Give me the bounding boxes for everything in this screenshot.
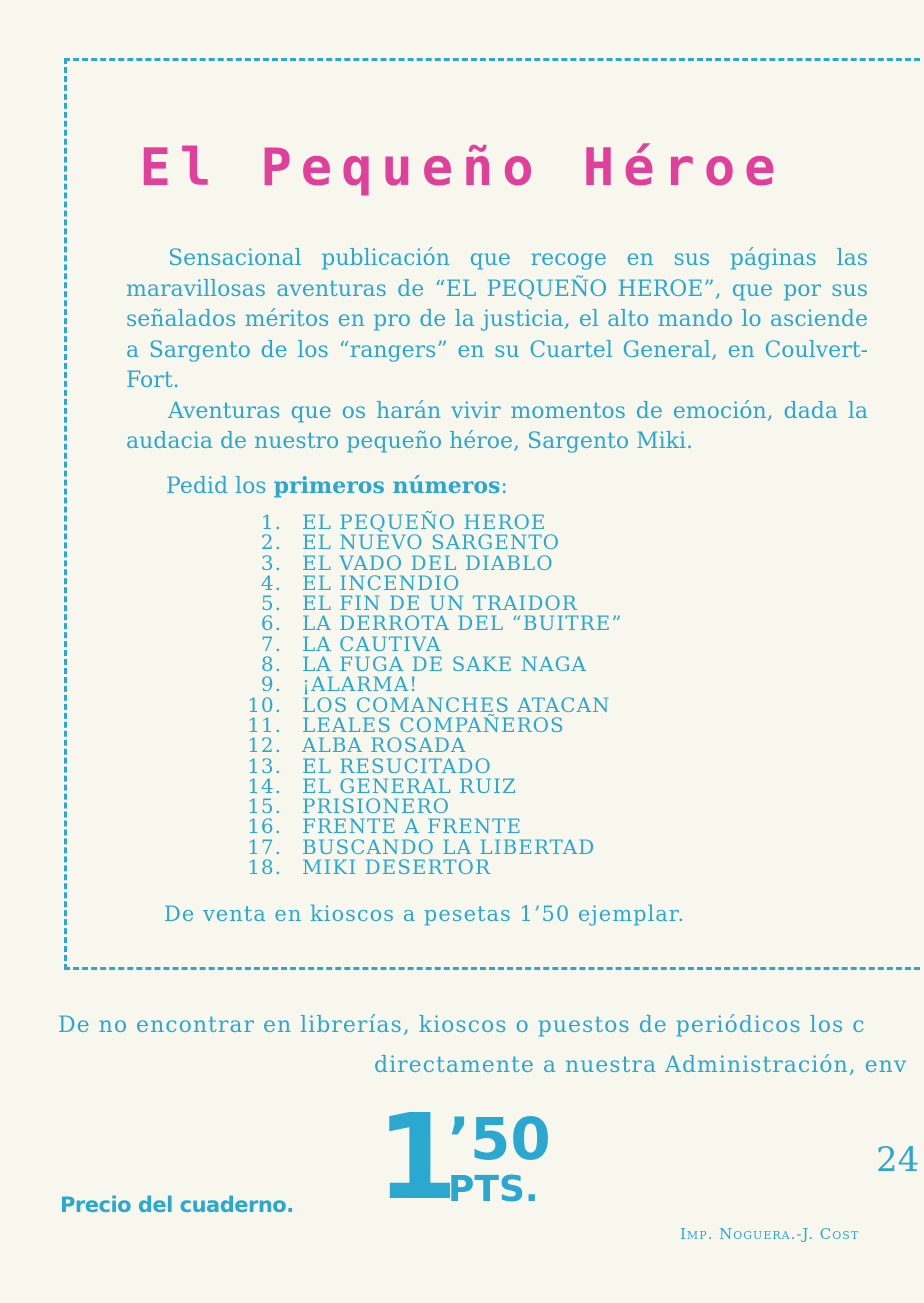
issue-title: EL INCENDIO xyxy=(302,570,461,595)
issue-title: FRENTE A FRENTE xyxy=(302,814,523,839)
issue-number: 6. xyxy=(260,611,282,636)
issue-title: LA FUGA DE SAKE NAGA xyxy=(302,652,587,677)
issue-item xyxy=(236,773,622,798)
issue-item xyxy=(236,814,622,839)
issue-title: MIKI DESERTOR xyxy=(302,855,492,880)
price-label: Precio del cuaderno. xyxy=(60,1193,294,1217)
issue-title: EL PEQUEÑO HEROE xyxy=(302,510,547,534)
bottom-notice-line-2: directamente a nuestra Administración, env xyxy=(374,1053,908,1078)
intro-paragraph: Aventuras que os harán vivir momentos de emoción, dada la audacia de nuestro pequeño héroe, Sargento Miki. xyxy=(126,398,868,454)
issue-number: 16. xyxy=(247,814,282,839)
publication-title: El Pequeño Héroe xyxy=(139,138,785,198)
price-whole: 1 xyxy=(376,1088,459,1226)
issue-title: EL VADO DEL DIABLO xyxy=(302,550,554,575)
issue-number: 5. xyxy=(260,591,282,616)
issue-number: 14. xyxy=(247,773,282,798)
issue-item xyxy=(236,591,622,616)
issue-title: EL FIN DE UN TRAIDOR xyxy=(302,591,578,616)
issue-list xyxy=(236,510,623,880)
bottom-notice-line-1: De no encontrar en librerías, kioscos o puestos de periódicos los c xyxy=(58,1013,866,1038)
issue-number: 15. xyxy=(247,794,282,819)
issue-number: 13. xyxy=(247,753,282,778)
issue-item xyxy=(236,794,622,819)
printer-credit: Imp. Noguera.-J. Cost xyxy=(680,1225,860,1243)
issue-number: 2. xyxy=(260,530,282,555)
issue-number: 18. xyxy=(247,855,282,880)
issue-number: 3. xyxy=(260,550,282,575)
issue-item xyxy=(236,652,622,677)
sale-text: De venta en kioscos a pesetas 1’50 ejemplar. xyxy=(164,902,686,926)
issue-item xyxy=(236,550,622,575)
issue-title: LA DERROTA DEL “BUITRE” xyxy=(302,611,623,636)
issue-title: ALBA ROSADA xyxy=(302,733,467,758)
issue-number: 1. xyxy=(260,510,282,534)
issue-item xyxy=(236,692,622,717)
issue-number: 17. xyxy=(247,834,282,859)
issue-number: 4. xyxy=(260,570,282,595)
page-number: 24 xyxy=(876,1140,920,1180)
issue-number: 9. xyxy=(260,672,282,697)
issue-number: 7. xyxy=(260,631,282,656)
intro-paragraph: Sensacional publicación que recoge en sus páginas las maravillosas aventuras de “EL PEQUEÑO HEROE”, que por sus señalados méritos en pro de la justicia, el alto mando lo asciende a Sargento de los “rangers” en su Cuartel General, en Coulvert-Fort. xyxy=(126,246,868,393)
issue-title: PRISIONERO xyxy=(302,794,450,819)
issue-title: EL GENERAL RUIZ xyxy=(302,773,517,798)
issue-title: EL NUEVO SARGENTO xyxy=(302,530,561,555)
issue-title: BUSCANDO LA LIBERTAD xyxy=(302,834,596,859)
issue-title: ¡ALARMA! xyxy=(302,672,419,697)
issue-title: EL RESUCITADO xyxy=(302,753,492,778)
issue-item xyxy=(236,753,622,778)
issue-item xyxy=(236,733,622,758)
issue-number: 12. xyxy=(247,733,282,758)
issue-title: LA CAUTIVA xyxy=(302,631,442,656)
issue-item xyxy=(236,570,622,595)
issue-number: 8. xyxy=(260,652,282,677)
issue-item xyxy=(236,530,622,555)
issue-item xyxy=(236,672,622,697)
issue-item xyxy=(236,855,622,880)
intro-text xyxy=(126,244,868,458)
issue-title: LEALES COMPAÑEROS xyxy=(302,712,565,737)
issue-item xyxy=(236,834,622,859)
issue-number: 10. xyxy=(247,692,282,717)
issue-item xyxy=(236,611,623,636)
issue-item xyxy=(236,631,622,656)
issue-item xyxy=(236,712,622,737)
issue-item xyxy=(236,512,622,532)
issue-title: LOS COMANCHES ATACAN xyxy=(302,692,611,717)
price-decimal: ’50 xyxy=(448,1105,551,1173)
price-unit: PTS. xyxy=(448,1169,539,1210)
issue-number: 11. xyxy=(247,712,282,737)
order-heading: Pedid los primeros números: xyxy=(166,473,508,499)
